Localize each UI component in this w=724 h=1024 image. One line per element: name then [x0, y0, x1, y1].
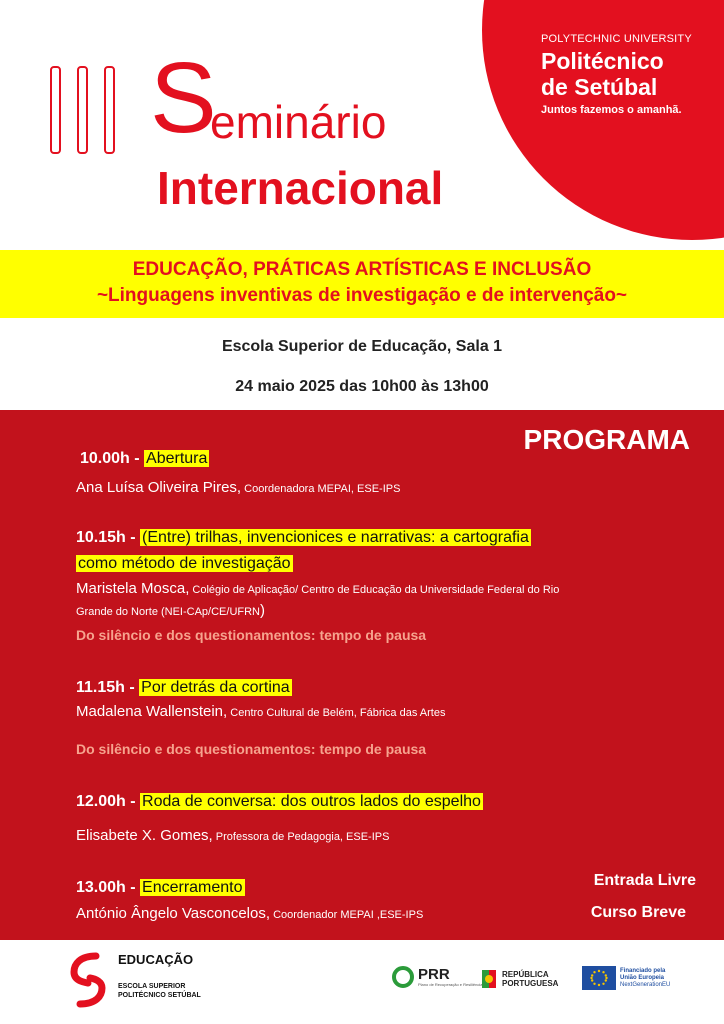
- item-speaker-line: [76, 601, 265, 622]
- speaker-affiliation: Coordenadora MEPAI, ESE-IPS: [241, 483, 401, 495]
- program-item-continued: [76, 552, 293, 576]
- pause-note: Do silêncio e dos questionamentos: tempo de pausa: [76, 741, 427, 757]
- school-name: [118, 982, 201, 1000]
- free-entry-label: Entrada Livre: [593, 872, 696, 889]
- item-title: Roda de conversa: dos outros lados do espelho: [142, 793, 481, 810]
- university-eyebrow: POLYTECHNIC UNIVERSITY: [541, 33, 692, 45]
- speaker-affiliation: Coordenador MEPAI ,ESE-IPS: [270, 909, 424, 921]
- prr-ring-icon: [392, 966, 414, 988]
- title-first-letter: S: [150, 42, 217, 154]
- speaker-name: António Ângelo Vasconcelos,: [76, 905, 271, 922]
- speaker-affiliation: Professora de Pedagogia, ESE-IPS: [212, 831, 390, 843]
- prr-logo: [392, 966, 482, 988]
- eu-line1: Financiado pela: [620, 967, 666, 974]
- speaker-name: Elisabete X. Gomes,: [76, 827, 213, 844]
- speaker-name: Ana Luísa Oliveira Pires,: [76, 479, 242, 496]
- title-line1-rest: eminário: [210, 96, 387, 148]
- eu-line3: NextGenerationEU: [620, 981, 671, 988]
- portugal-flag-icon: [480, 968, 498, 990]
- roman-numeral-bar: [50, 66, 61, 154]
- theme-line2: ~Linguagens inventivas de investigação e de intervenção~: [96, 285, 628, 306]
- theme-line1: EDUCAÇÃO, PRÁTICAS ARTÍSTICAS E INCLUSÃO: [132, 259, 592, 280]
- item-separator: -: [125, 879, 141, 896]
- roman-numeral-bar: [77, 66, 88, 154]
- item-speaker-line: [76, 904, 423, 925]
- speaker-name: Madalena Wallenstein,: [76, 703, 228, 720]
- speaker-affiliation: Centro Cultural de Belém, Fábrica das Artes: [227, 707, 446, 719]
- roman-numeral-bar: [104, 66, 115, 154]
- item-separator: -: [129, 450, 145, 467]
- theme-banner: [0, 250, 724, 318]
- item-separator: -: [125, 529, 141, 546]
- school-name-line1: ESCOLA SUPERIOR: [118, 983, 186, 990]
- item-time: 10.15h: [76, 529, 126, 546]
- republica-line2: PORTUGUESA: [502, 979, 559, 988]
- venue-date: 24 maio 2025 das 10h00 às 13h00: [235, 378, 489, 395]
- item-separator: -: [125, 793, 141, 810]
- university-name: [541, 48, 664, 100]
- item-time: 10.00h: [80, 450, 130, 467]
- speaker-name: Maristela Mosca,: [76, 580, 190, 597]
- item-separator: -: [124, 679, 140, 696]
- program-item: [76, 676, 292, 700]
- roman-numeral: [50, 66, 115, 154]
- item-time: 11.15h: [76, 679, 125, 696]
- program-item: [80, 447, 209, 471]
- item-speaker-line: [76, 579, 559, 600]
- title-line2: Internacional: [157, 162, 444, 214]
- eu-funding-logo: [582, 966, 670, 990]
- speaker-affiliation-close: ): [260, 602, 265, 619]
- school-heading: EDUCAÇÃO: [118, 952, 194, 967]
- short-course-label: Curso Breve: [590, 904, 686, 921]
- item-speaker-line: [76, 702, 445, 723]
- program-item: [76, 876, 245, 900]
- university-name-line1: Politécnico: [541, 48, 664, 74]
- republica-line1: REPÚBLICA: [502, 970, 549, 979]
- university-tagline: Juntos fazemos o amanhã.: [541, 104, 682, 116]
- program-item: [76, 790, 483, 814]
- item-title: Abertura: [146, 450, 208, 467]
- program-item: [76, 526, 531, 550]
- item-speaker-line: [76, 478, 400, 499]
- school-name-line2: POLITÉCNICO SETÚBAL: [118, 992, 201, 999]
- republica-logo: [480, 968, 558, 990]
- item-time: 12.00h: [76, 793, 126, 810]
- item-title: Encerramento: [142, 879, 243, 896]
- prr-subtitle: Plano de Recuperação e Resiliência: [418, 982, 483, 987]
- item-title: (Entre) trilhas, invencionices e narrativas: a cartografia: [142, 529, 529, 546]
- venue-place: Escola Superior de Educação, Sala 1: [221, 338, 503, 355]
- eu-flag-icon: [582, 966, 616, 990]
- eu-line2: União Europeia: [620, 974, 665, 981]
- item-title: Por detrás da cortina: [141, 679, 290, 696]
- school-logo-icon: [66, 952, 110, 1008]
- speaker-affiliation-cont: Grande do Norte (NEI-CAp/CE/UFRN: [76, 606, 260, 618]
- pause-note: Do silêncio e dos questionamentos: tempo de pausa: [76, 627, 427, 643]
- speaker-affiliation: Colégio de Aplicação/ Centro de Educação da Universidade Federal do Rio: [189, 584, 560, 596]
- program-heading: PROGRAMA: [523, 424, 690, 455]
- item-speaker-line: [76, 826, 389, 847]
- prr-label: PRR: [418, 966, 450, 983]
- item-time: 13.00h: [76, 879, 126, 896]
- university-name-line2: de Setúbal: [541, 74, 658, 100]
- item-title-cont: como método de investigação: [78, 555, 291, 572]
